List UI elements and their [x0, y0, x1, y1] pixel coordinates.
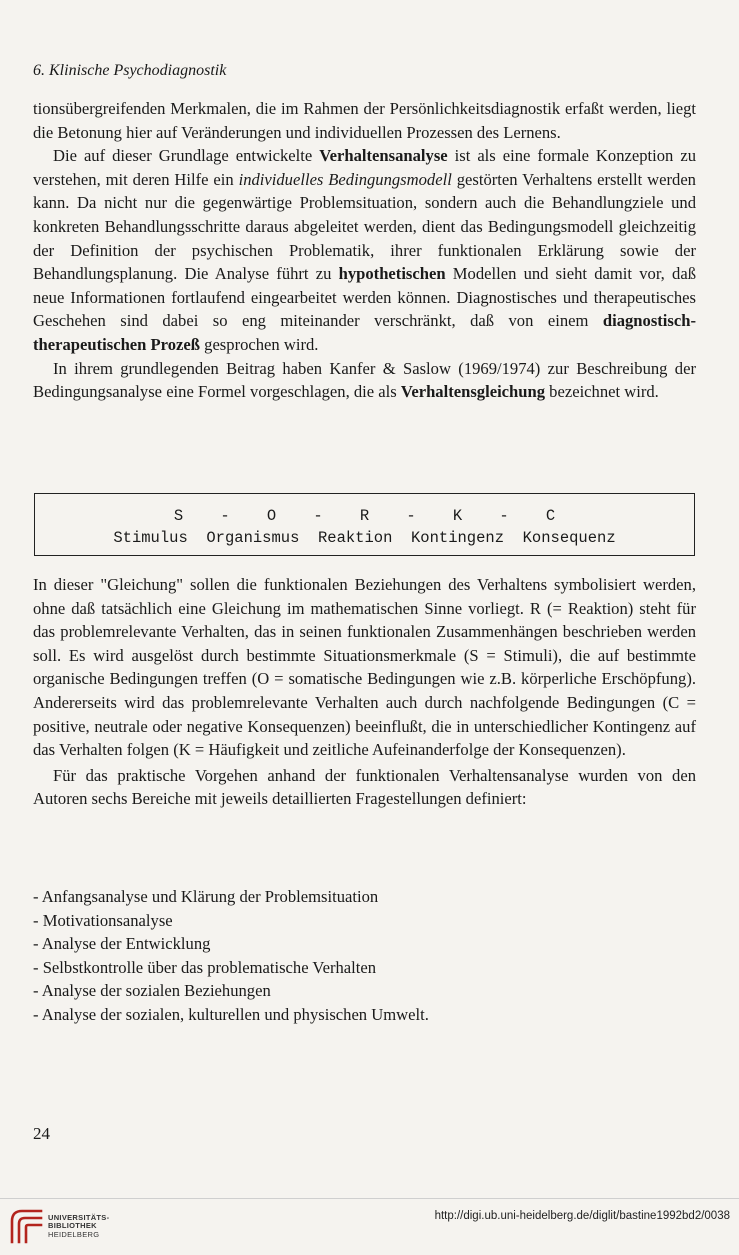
- body-text-bottom: [33, 573, 696, 811]
- list-item: - Analyse der sozialen Beziehungen: [33, 979, 696, 1003]
- footer-divider: [0, 1198, 739, 1199]
- term-verhaltensanalyse: Verhaltensanalyse: [319, 146, 448, 166]
- library-logo-icon: [8, 1207, 44, 1245]
- paragraph-3: In ihrem grundlegenden Beitrag haben Kanfer & Saslow (1969/1974) zur Beschreibung der Bedingungsanalyse eine Formel vorgeschlagen, die als Verhaltensgleichung bezeichnet wird.: [33, 358, 696, 402]
- page-number: 24: [33, 1124, 50, 1143]
- source-url-link[interactable]: http://digi.ub.uni-heidelberg.de/diglit/bastine1992bd2/0038: [434, 1210, 730, 1222]
- running-head: 6. Klinische Psychodiagnostik: [33, 62, 227, 79]
- paragraph-4: In dieser "Gleichung" sollen die funktionalen Beziehungen des Verhaltens symbolisiert werden, ohne daß tatsächlich eine Gleichung im mathematischen Sinne vorliegt. R (= Reaktion) steht für das problemrelevante Verhalten, das in seinen funktionalen Zusammenhängen beschrieben werden soll. Es wird ausgelöst durch bestimmte Situationsmerkmale (S = Stimuli), die auf bestimmte organische Bedingungen treffen (O = somatische Bedingungen wie z.B. körperliche Erschöpfung). Andererseits wird das problemrelevante Verhalten auch durch nachfolgende Bedingungen (C = positive, neutrale oder negative Konsequenzen) beeinflußt, die in unterschiedlicher Kontingenz auf das Verhalten folgen (K = Häufigkeit und zeitliche Aufeinanderfolge der Konsequenzen).: [33, 575, 696, 760]
- paragraph-2: Die auf dieser Grundlage entwickelte Verhaltensanalyse ist als eine formale Konzeption zu verstehen, mit deren Hilfe ein individuelles Bedingungsmodell gestörten Verhaltens erstellt werden kann. Da nicht nur die gegenwärtige Problemsituation, sondern auch die Behandlungziele und konkreten Behandlungsschritte daraus abgeleitet werden, dient das Bedingungsmodell gleichzeitig der Definition der psychischen Problematik, ihrer funktionalen Erklärung sowie der Behandlungsplanung. Die Analyse führt zu hypothetischen Modellen und sieht damit vor, daß neue Informationen fortlaufend eingearbeitet werden können. Diagnostisches und therapeutisches Geschehen sind dabei so eng miteinander verschränkt, daß von einem diagnostisch-therapeutischen Prozeß gesprochen wird.: [33, 146, 696, 354]
- library-name: UNIVERSITÄTS- BIBLIOTHEK HEIDELBERG: [48, 1213, 110, 1239]
- formula-symbols: S - O - R - K - C: [173, 507, 556, 525]
- term-diagnostisch-therapeutisch: diagnostisch-therapeutischen Prozeß: [33, 311, 696, 354]
- term-hypothetischen: hypothetischen: [338, 264, 446, 284]
- paragraph-1: tionsübergreifenden Merkmalen, die im Rahmen der Persönlichkeitsdiagnostik erfaßt werden, liegt die Betonung hier auf Veränderungen und individuellen Prozessen des Lernens.: [33, 99, 696, 142]
- formula-box: [34, 493, 695, 556]
- list-item: - Selbstkontrolle über das problematische Verhalten: [33, 956, 696, 980]
- term-bedingungsmodell: individuelles Bedingungsmodell: [238, 169, 452, 189]
- formula-labels: Stimulus Organismus Reaktion Kontingenz Konsequenz: [113, 529, 616, 547]
- paragraph-5: Für das praktische Vorgehen anhand der funktionalen Verhaltensanalyse wurden von den Autoren sechs Bereiche mit jeweils detaillierten Fragestellungen definiert:: [33, 765, 696, 809]
- list-item: - Analyse der sozialen, kulturellen und physischen Umwelt.: [33, 1003, 696, 1027]
- list-item: - Anfangsanalyse und Klärung der Problemsituation: [33, 885, 696, 909]
- term-verhaltensgleichung: Verhaltensgleichung: [400, 382, 546, 402]
- body-text-top: [33, 97, 696, 404]
- analysis-areas-list: [33, 885, 696, 1027]
- list-item: - Analyse der Entwicklung: [33, 932, 696, 956]
- list-item: - Motivationsanalyse: [33, 909, 696, 933]
